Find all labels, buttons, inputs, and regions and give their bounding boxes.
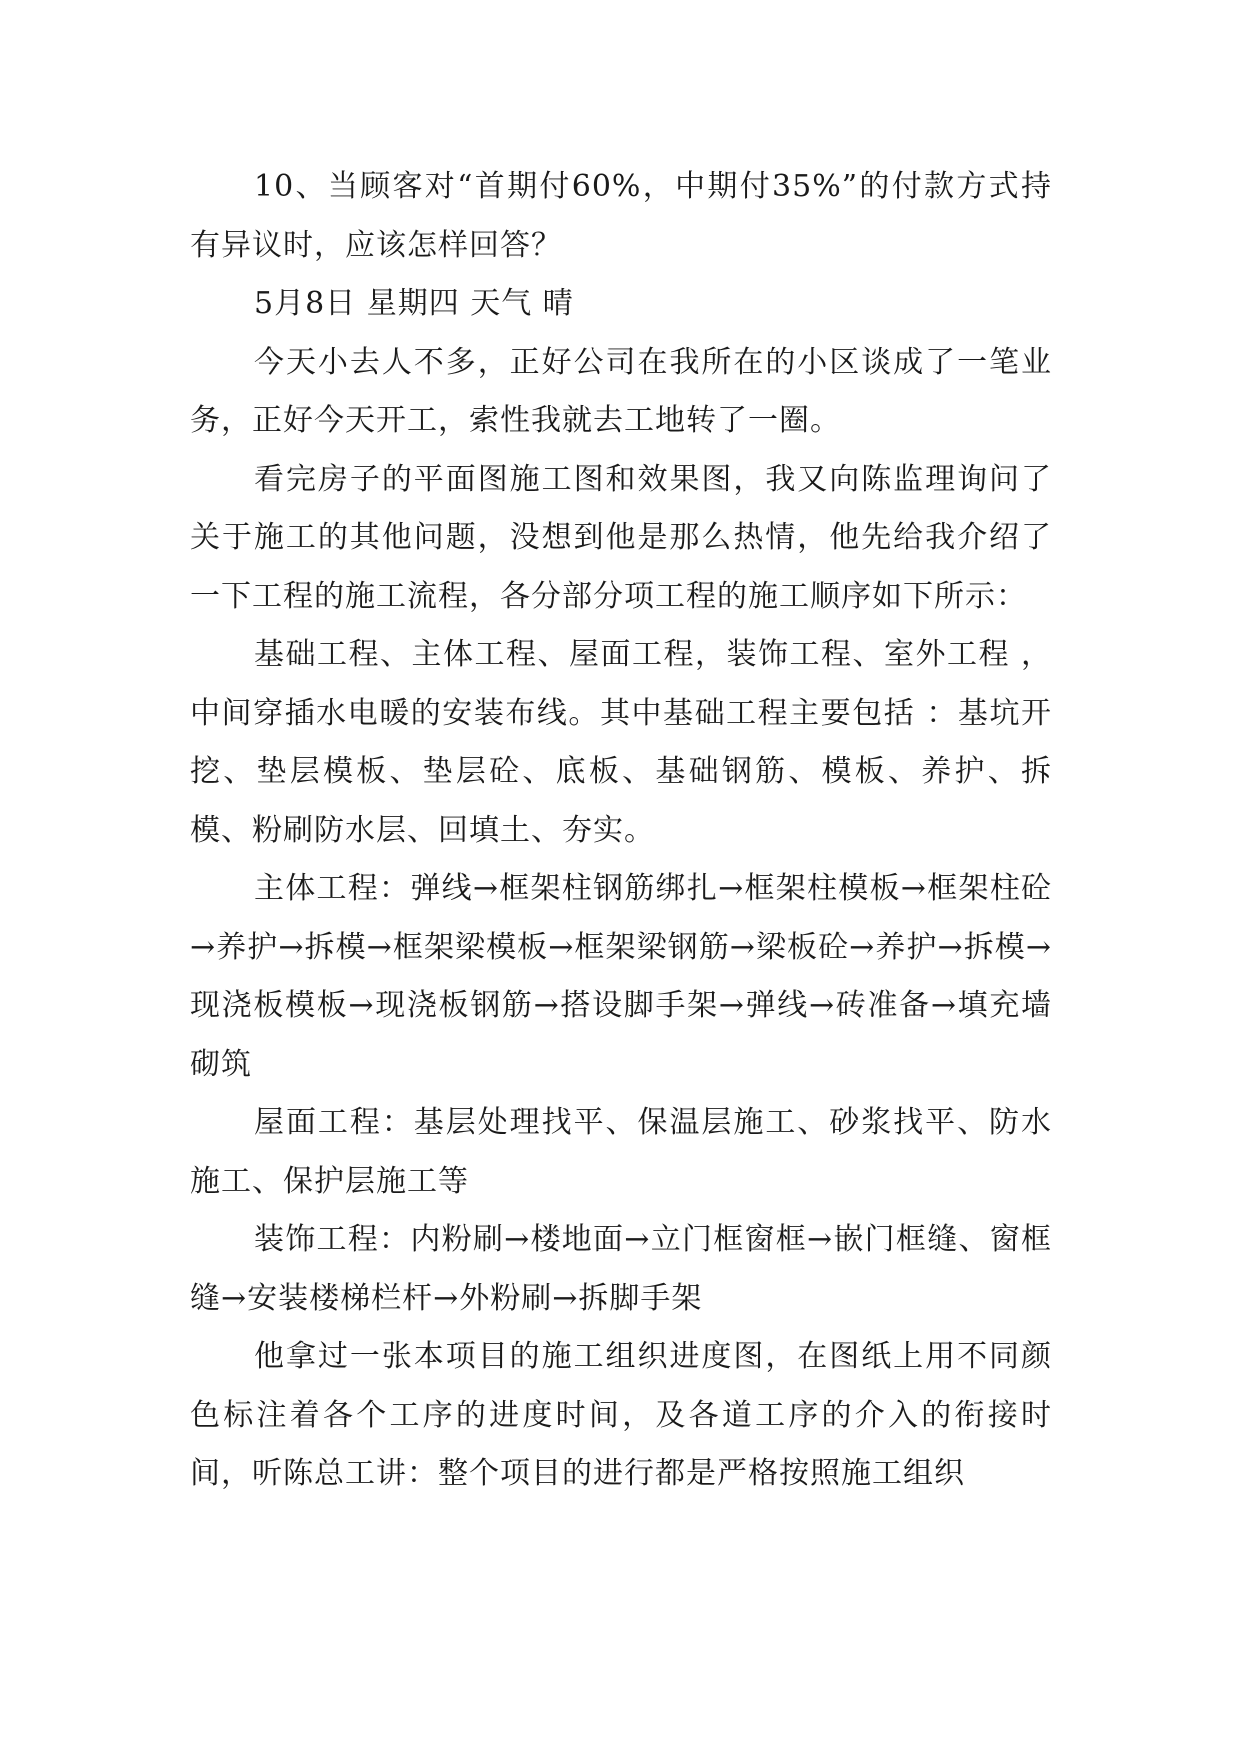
decoration-work-paragraph: 装饰工程：内粉刷→楼地面→立门框窗框→嵌门框缝、窗框缝→安装楼梯栏杆→外粉刷→拆脚手架 — [190, 1222, 1052, 1316]
diary-date-line: 5月8日 星期四 天气 晴 — [254, 286, 574, 321]
body-paragraph: 看完房子的平面图施工图和效果图，我又向陈监理询问了关于施工的其他问题，没想到他是那么热情，他先给我介绍了一下工程的施工流程，各分部分项工程的施工顺序如下所示： — [190, 461, 1052, 614]
document-body — [190, 158, 1052, 1504]
question-paragraph: 10、当顾客对“首期付60%，中期付35%”的付款方式持有异议时，应该怎样回答？ — [190, 169, 1052, 263]
main-structure-paragraph: 主体工程：弹线→框架柱钢筋绑扎→框架柱模板→框架柱砼→养护→拆模→框架梁模板→框架梁钢筋→梁板砼→养护→拆模→现浇板模板→现浇板钢筋→搭设脚手架→弹线→砖准备→填充墙砌筑 — [190, 871, 1052, 1082]
body-paragraph: 今天小去人不多，正好公司在我所在的小区谈成了一笔业务，正好今天开工，索性我就去工地转了一圈。 — [190, 344, 1052, 438]
body-paragraph: 基础工程、主体工程、屋面工程，装饰工程、室外工程 ，中间穿插水电暖的安装布线。其中基础工程主要包括 ：基坑开挖、垫层模板、垫层砼、底板、基础钢筋、模板、养护、拆模、粉刷防水层、回填土、夯实。 — [190, 637, 1052, 848]
roof-work-paragraph: 屋面工程：基层处理找平、保温层施工、砂浆找平、防水施工、保护层施工等 — [190, 1105, 1052, 1199]
body-paragraph: 他拿过一张本项目的施工组织进度图，在图纸上用不同颜色标注着各个工序的进度时间，及各道工序的介入的衔接时间，听陈总工讲：整个项目的进行都是严格按照施工组织 — [190, 1339, 1052, 1491]
